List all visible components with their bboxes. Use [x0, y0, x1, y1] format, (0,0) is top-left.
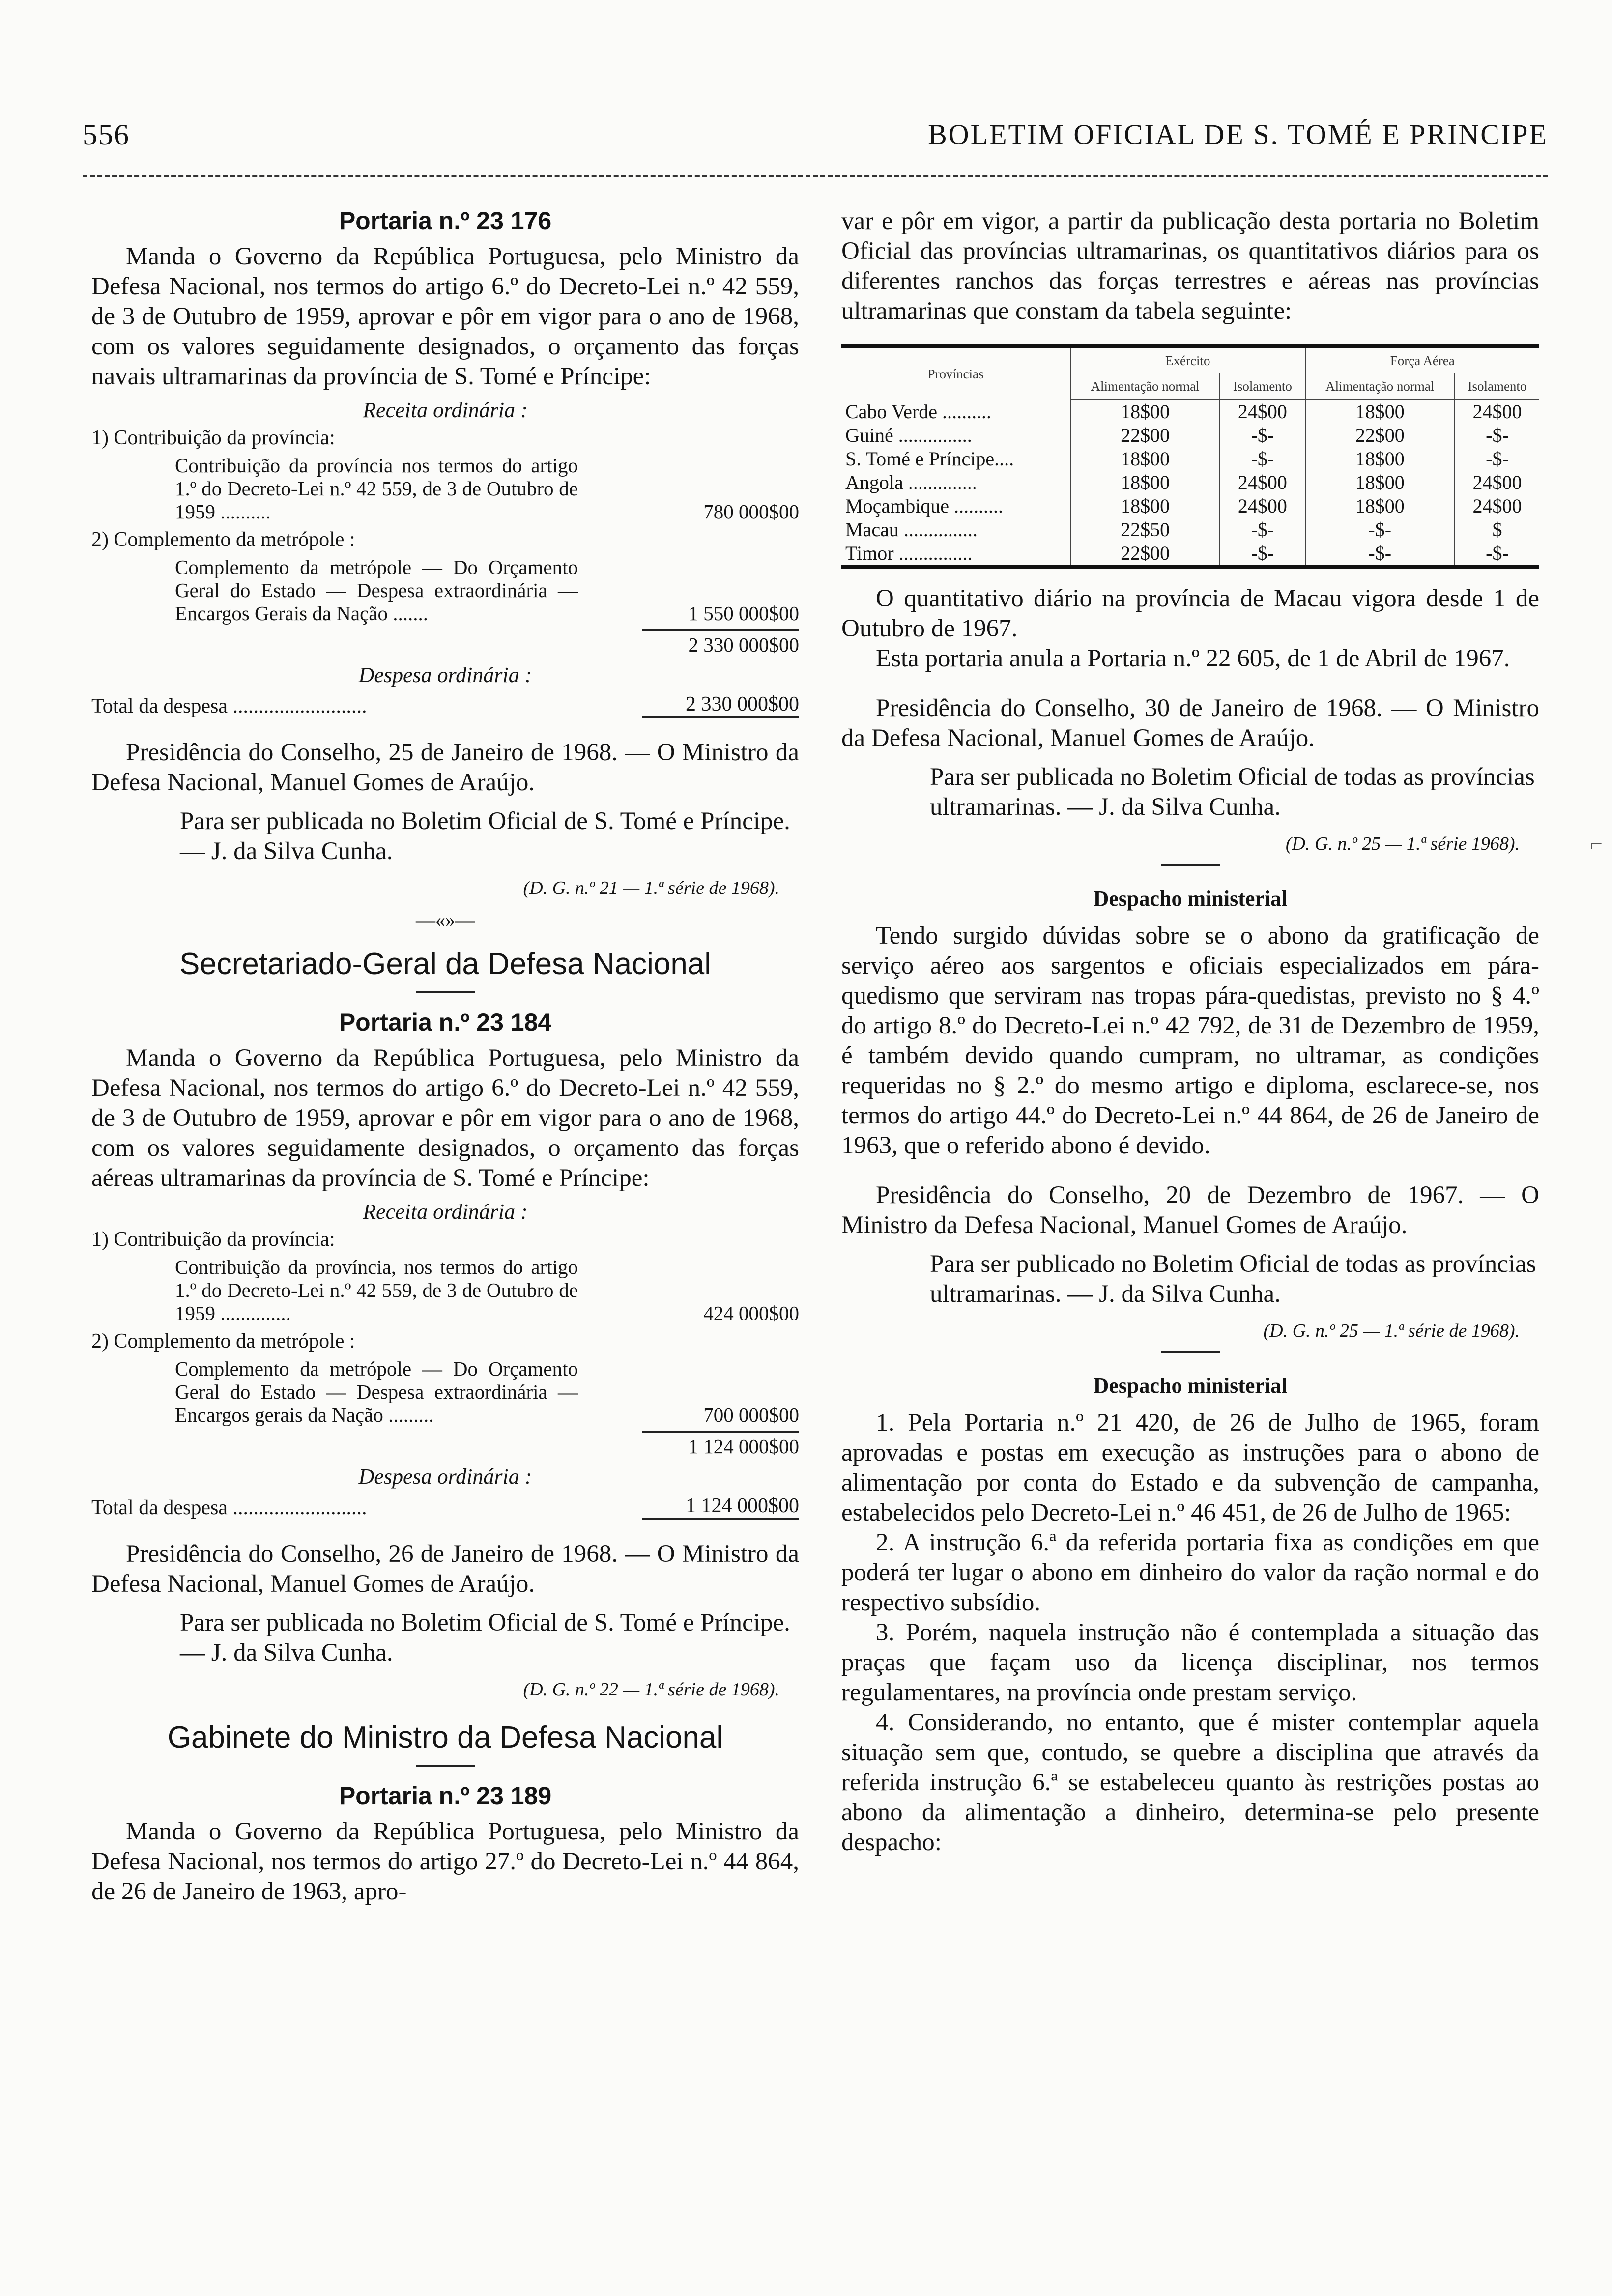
value-cell: -$- [1220, 542, 1305, 567]
value-cell: 18$00 [1305, 494, 1455, 518]
rations-table [841, 344, 1539, 569]
value-cell: -$- [1305, 542, 1455, 567]
subheader-isolamento: Isolamento [1220, 373, 1305, 400]
despesa-heading: Despesa ordinária : [358, 1464, 532, 1489]
budget-subitem [175, 454, 799, 523]
despacho-paragraph-1: 1. Pela Portaria n.º 21 420, de 26 de Julho de 1965, foram aprovadas e postas em execução as instruções para o abono de alimentação por conta do Estado e da subvenção de campanha, estabelecidos pelo Decreto-Lei n.º 46 451, de 26 de Julho de 1965: [841, 1409, 1539, 1526]
col-header-exercito: Exército [1070, 346, 1305, 373]
value-cell: 18$00 [1070, 494, 1220, 518]
value-cell: 24$00 [1455, 400, 1539, 424]
table-row [841, 400, 1539, 424]
diario-reference: (D. G. n.º 22 — 1.ª série de 1968). [523, 1679, 779, 1700]
subheader-alimentacao: Alimentação normal [1305, 373, 1455, 400]
despesa-total-row [91, 1494, 799, 1520]
value-cell: -$- [1455, 542, 1539, 567]
col-header-provincias: Províncias [927, 366, 984, 381]
portaria-23184-body: Manda o Governo da República Portuguesa, pelo Ministro da Defesa Nacional, nos termos do artigo 6.º do Decreto-Lei n.º 42 559, de 3 de Outubro de 1959, aprovar e pôr em vigor para o ano de 1968, com os valores seguidamente designados, o orçamento das forças aéreas ultramarinas da província de S. Tomé e Príncipe: [91, 1044, 799, 1192]
portaria-23176-title: Portaria n.º 23 176 [339, 207, 552, 234]
short-rule [1161, 1351, 1220, 1353]
receita-total [91, 1431, 799, 1458]
right-column [841, 206, 1539, 1858]
value-cell: 18$00 [1070, 447, 1220, 471]
value-cell: 22$50 [1070, 518, 1220, 542]
value-cell: $ [1455, 518, 1539, 542]
despacho-title: Despacho ministerial [1093, 1374, 1288, 1398]
value-cell: -$- [1220, 518, 1305, 542]
table-row [841, 494, 1539, 518]
section-ornament: —«»— [416, 909, 475, 931]
diario-reference: (D. G. n.º 21 — 1.ª série de 1968). [523, 878, 779, 898]
signature-block: Presidência do Conselho, 26 de Janeiro de 1968. — O Ministro da Defesa Nacional, Manuel Gomes de Araújo. [91, 1540, 799, 1598]
table-row [841, 471, 1539, 494]
short-rule [1161, 864, 1220, 866]
subheader-isolamento: Isolamento [1455, 373, 1539, 400]
budget-amount: 424 000$00 [703, 1302, 799, 1324]
running-header: BOLETIM OFICIAL DE S. TOMÉ E PRINCIPE [928, 118, 1548, 150]
annulment-note: Esta portaria anula a Portaria n.º 22 605, de 1 de Abril de 1967. [876, 645, 1510, 672]
macau-note: O quantitativo diário na província de Macau vigora desde 1 de Outubro de 1967. [841, 585, 1539, 642]
short-rule [416, 1765, 475, 1767]
budget-item-1: 1) Contribuição da província: [91, 427, 335, 449]
province-cell: Angola .............. [845, 471, 977, 493]
diario-reference: (D. G. n.º 25 — 1.ª série 1968). [1285, 833, 1520, 854]
despesa-label: Total da despesa .......................... [91, 695, 367, 718]
despesa-label: Total da despesa .......................... [91, 1496, 367, 1519]
table-row [841, 424, 1539, 447]
despacho-paragraph-4: 4. Considerando, no entanto, que é mister contemplar aquela situação sem que, contudo, se quebre a disciplina que através da referida instrução 6.ª se estabeleceu quanto às restrições postas ao abono da alimentação a dinheiro, determina-se pelo presente despacho: [841, 1709, 1539, 1856]
province-cell: Cabo Verde .......... [845, 400, 991, 423]
budget-item-2: 2) Complemento da metrópole : [91, 528, 355, 551]
receita-total [91, 629, 799, 657]
value-cell: 22$00 [1070, 424, 1220, 447]
subheader-alimentacao: Alimentação normal [1070, 373, 1220, 400]
budget-amount: 700 000$00 [703, 1404, 799, 1426]
signature-block: Presidência do Conselho, 20 de Dezembro de 1967. — O Ministro da Defesa Nacional, Manuel Gomes de Araújo. [841, 1181, 1539, 1239]
budget-subitem [175, 556, 799, 625]
value-cell: 22$00 [1305, 424, 1455, 447]
value-cell: 24$00 [1220, 494, 1305, 518]
despesa-total-row [91, 692, 799, 718]
value-cell: -$- [1305, 518, 1455, 542]
despesa-amount: 2 330 000$00 [642, 692, 799, 718]
value-cell: 24$00 [1220, 400, 1305, 424]
short-rule [416, 991, 475, 993]
table-row [841, 542, 1539, 567]
value-cell: 24$00 [1220, 471, 1305, 494]
table-row [841, 518, 1539, 542]
portaria-23184-title: Portaria n.º 23 184 [339, 1008, 552, 1036]
province-cell: Guiné ............... [845, 424, 972, 446]
receita-heading: Receita ordinária : [363, 1200, 528, 1224]
budget-subitem-text: Complemento da metrópole — Do Orçamento Geral do Estado — Despesa extraordinária — Encargos gerais da Nação ......... [175, 1357, 578, 1426]
budget-subitem [175, 1357, 799, 1427]
despacho-paragraph-3: 3. Porém, naquela instrução não é contemplada a situação das praças que façam uso da licença disciplinar, nos termos regulamentares, na província onde prestam serviço. [841, 1619, 1539, 1706]
receita-total-amount: 1 124 000$00 [642, 1431, 799, 1458]
despacho-body: Tendo surgido dúvidas sobre se o abono da gratificação de serviço aéreo aos sargentos e oficiais especializados em pára-quedismo que serviram nas tropas pára-quedistas, previsto no § 4.º do artigo 8.º do Decreto-Lei n.º 42 792, de 31 de Dezembro de 1959, é também devido quando cumpram, no ultramar, as condições requeridas no § 2.º do mesmo artigo e diploma, esclarece-se, nos termos do artigo 44.º do Decreto-Lei n.º 44 864, de 26 de Janeiro de 1963, que o referido abono é devido. [841, 922, 1539, 1159]
publication-note: Para ser publicada no Boletim Oficial de S. Tomé e Príncipe. — J. da Silva Cunha. [180, 1609, 790, 1666]
value-cell: -$- [1220, 447, 1305, 471]
section-heading-gabinete: Gabinete do Ministro da Defesa Nacional [167, 1721, 723, 1754]
section-heading-secretariado: Secretariado-Geral da Defesa Nacional [179, 947, 712, 981]
portaria-23189-continuation: var e pôr em vigor, a partir da publicação desta portaria no Boletim Oficial das províncias ultramarinas, os quantitativos diários para os diferentes ranchos das forças terrestres e aéreas nas províncias ultramarinas que constam da tabela seguinte: [841, 207, 1539, 325]
value-cell: -$- [1220, 424, 1305, 447]
despesa-heading: Despesa ordinária : [358, 663, 532, 687]
page-number: 556 [83, 118, 130, 151]
province-cell: Timor ............... [845, 542, 973, 564]
value-cell: -$- [1455, 447, 1539, 471]
value-cell: 22$00 [1070, 542, 1220, 567]
publication-note: Para ser publicado no Boletim Oficial de todas as províncias ultramarinas. — J. da Silva Cunha. [930, 1250, 1536, 1308]
value-cell: -$- [1455, 424, 1539, 447]
despacho-title: Despacho ministerial [1093, 887, 1288, 911]
col-header-forca-aerea: Força Aérea [1305, 346, 1539, 373]
signature-block: Presidência do Conselho, 30 de Janeiro de 1968. — O Ministro da Defesa Nacional, Manuel Gomes de Araújo. [841, 694, 1539, 752]
value-cell: 24$00 [1455, 471, 1539, 494]
portaria-23189-title: Portaria n.º 23 189 [339, 1782, 552, 1809]
despesa-amount: 1 124 000$00 [642, 1494, 799, 1520]
budget-subitem-text: Complemento da metrópole — Do Orçamento Geral do Estado — Despesa extraordinária — Encargos Gerais da Nação ....... [175, 556, 578, 625]
budget-item-1: 1) Contribuição da província: [91, 1228, 335, 1251]
value-cell: 18$00 [1305, 400, 1455, 424]
province-cell: S. Tomé e Príncipe.... [845, 448, 1014, 470]
value-cell: 18$00 [1305, 471, 1455, 494]
budget-subitem-text: Contribuição da província, nos termos do artigo 1.º do Decreto-Lei n.º 42 559, de 3 de Outubro de 1959 .............. [175, 1256, 578, 1324]
budget-subitem-text: Contribuição da província nos termos do artigo 1.º do Decreto-Lei n.º 42 559, de 3 de Outubro de 1959 .......... [175, 454, 578, 523]
value-cell: 18$00 [1305, 447, 1455, 471]
publication-note: Para ser publicada no Boletim Oficial de S. Tomé e Príncipe. — J. da Silva Cunha. [180, 807, 790, 865]
left-column [91, 206, 799, 1907]
publication-note: Para ser publicada no Boletim Oficial de todas as províncias ultramarinas. — J. da Silva Cunha. [930, 763, 1535, 821]
budget-amount: 780 000$00 [703, 500, 799, 523]
budget-amount: 1 550 000$00 [688, 602, 799, 625]
receita-heading: Receita ordinária : [363, 398, 528, 422]
signature-block: Presidência do Conselho, 25 de Janeiro de 1968. — O Ministro da Defesa Nacional, Manuel Gomes de Araújo. [91, 739, 799, 796]
diario-reference: (D. G. n.º 25 — 1.ª série de 1968). [1263, 1320, 1520, 1341]
budget-item-2: 2) Complemento da metrópole : [91, 1330, 355, 1352]
value-cell: 18$00 [1070, 471, 1220, 494]
portaria-23189-body: Manda o Governo da República Portuguesa, pelo Ministro da Defesa Nacional, nos termos do artigo 27.º do Decreto-Lei n.º 44 864, de 26 de Janeiro de 1963, apro- [91, 1818, 799, 1905]
despacho-paragraph-2: 2. A instrução 6.ª da referida portaria fixa as condições em que poderá ter lugar o abono em dinheiro do valor da ração normal e do respectivo subsídio. [841, 1529, 1539, 1616]
budget-subitem [175, 1256, 799, 1325]
value-cell: 18$00 [1070, 400, 1220, 424]
margin-bracket-mark: ⌐ [1590, 831, 1603, 856]
province-cell: Macau ............... [845, 518, 978, 541]
value-cell: 24$00 [1455, 494, 1539, 518]
table-row [841, 447, 1539, 471]
header-rule [83, 175, 1548, 177]
receita-total-amount: 2 330 000$00 [642, 629, 799, 657]
portaria-23176-body: Manda o Governo da República Portuguesa, pelo Ministro da Defesa Nacional, nos termos do artigo 6.º do Decreto-Lei n.º 42 559, de 3 de Outubro de 1959, aprovar e pôr em vigor para o ano de 1968, com os valores seguidamente designados, o orçamento das forças navais ultramarinas da província de S. Tomé e Príncipe: [91, 243, 799, 390]
province-cell: Moçambique .......... [845, 495, 1004, 517]
